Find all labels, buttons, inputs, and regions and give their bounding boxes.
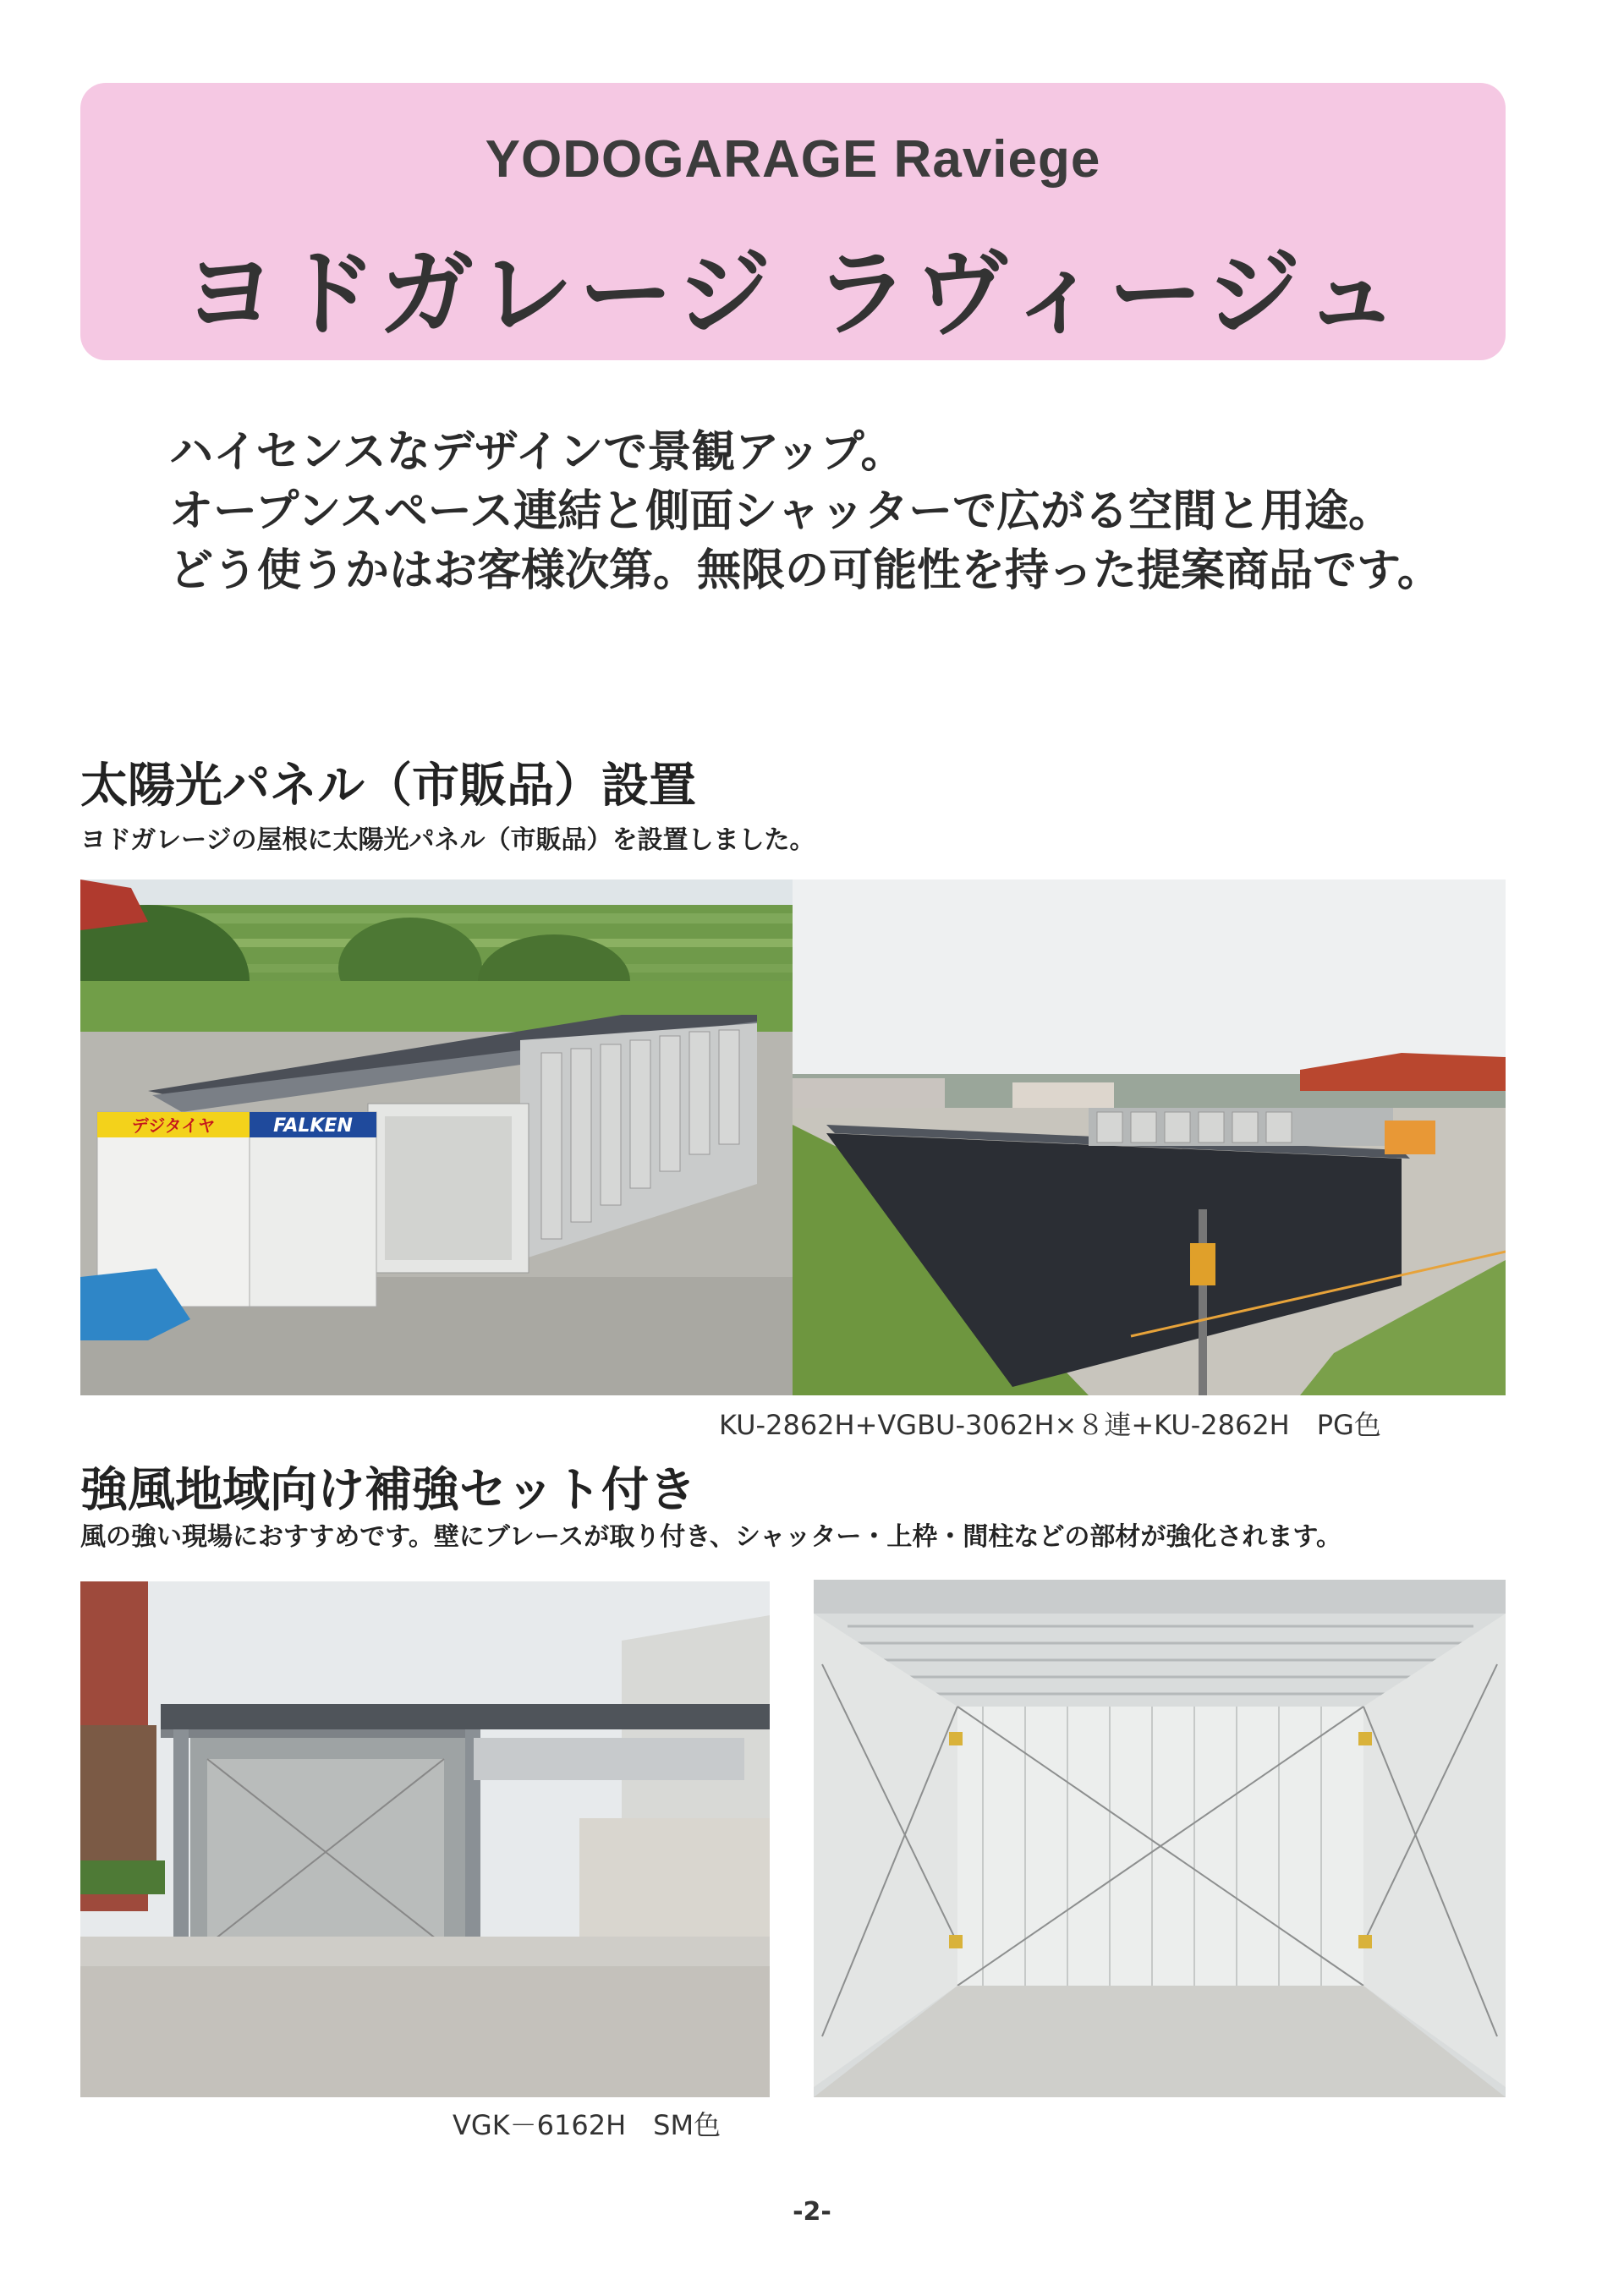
- photo-solar-garage-field: [80, 879, 793, 1395]
- solar-photo-caption: KU-2862H+VGBU-3062H×８連+KU-2862H PG色: [719, 1409, 1381, 1441]
- wind-section-description: 風の強い現場におすすめです。壁にブレースが取り付き、シャッター・上枠・間柱などの部材が強化されます。: [80, 1522, 1341, 1552]
- title-japanese: ヨドガレージ ラヴィージュ: [182, 239, 1404, 349]
- photo-garage-interior: [814, 1580, 1506, 2097]
- intro-line-2: オープンスペース連結と側面シャッターで広がる空間と用途。: [169, 486, 1393, 537]
- garage-interior-illustration: [814, 1580, 1506, 2097]
- solar-array-illustration: [793, 879, 1506, 1395]
- sign-falken: FALKEN: [273, 1115, 353, 1137]
- photo-garage-exterior: [80, 1581, 770, 2097]
- solar-section-title: 太陽光パネル（市販品）設置: [80, 759, 696, 814]
- garage-exterior-illustration: [80, 1581, 770, 2097]
- page-number: -2-: [793, 2197, 831, 2227]
- solar-section-description: ヨドガレージの屋根に太陽光パネル（市販品）を設置しました。: [80, 825, 815, 855]
- intro-text: [169, 423, 1480, 600]
- wind-section-title: 強風地域向け補強セット付き: [80, 1463, 696, 1518]
- intro-line-1: ハイセンスなデザインで景観アップ。: [169, 427, 905, 478]
- sign-dejitaiya: デジタイヤ: [131, 1115, 216, 1136]
- title-english: YODOGARAGE Raviege: [485, 130, 1101, 189]
- wind-photo-caption: VGK－6162H SM色: [453, 2109, 721, 2141]
- intro-line-3: どう使うかはお客様次第。無限の可能性を持った提案商品です。: [169, 545, 1441, 596]
- header-banner: [80, 83, 1506, 360]
- photo-solar-array: [793, 879, 1506, 1395]
- solar-garage-illustration: [80, 879, 793, 1395]
